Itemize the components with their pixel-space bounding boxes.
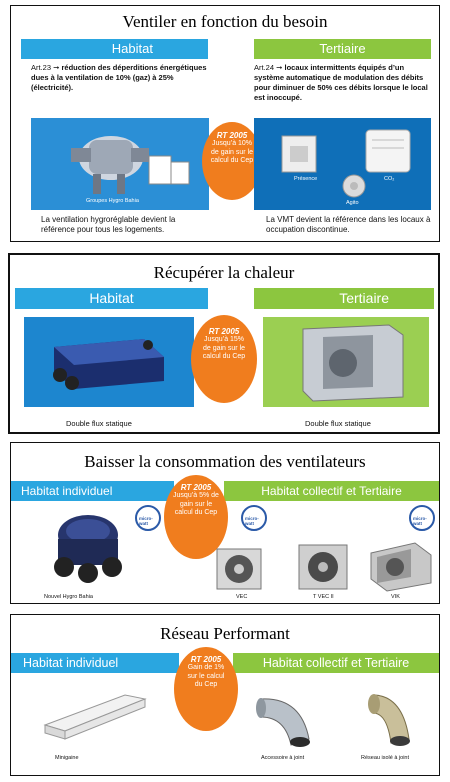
co2-label: CO₂ [384, 176, 395, 182]
badge-text: Gain de 1% sur le calcul du Cep [187, 664, 225, 688]
badge-title: RT 2005 [190, 655, 222, 664]
vik-fan-image [367, 537, 435, 595]
double-flux-tertiaire-image [263, 317, 429, 407]
art23-ref: Art.23 ➞ [31, 63, 60, 72]
collectif-tertiaire-band [233, 653, 439, 673]
habitat-band-label: Habitat [89, 290, 134, 306]
habitat-band-label: Habitat [111, 41, 153, 56]
habitat-individuel-band [11, 653, 179, 673]
panel-title: Réseau Performant [160, 624, 290, 643]
double-flux-habitat-illustration [24, 317, 194, 407]
tertiaire-band-label: Tertiaire [339, 290, 389, 306]
collectif-tertiaire-band [224, 481, 439, 501]
art24-text [254, 63, 434, 103]
double-flux-tertiaire-illustration [263, 317, 429, 407]
minigaine-image [41, 689, 151, 749]
panel-title: Ventiler en fonction du besoin [122, 12, 328, 31]
badge-title: RT 2005 [208, 327, 240, 336]
art24-ref: Art.24 ➞ [254, 63, 283, 72]
accessoire-label: Accessoire à joint [261, 755, 305, 761]
tvec-fan-image [293, 535, 357, 595]
badge-title: RT 2005 [180, 483, 212, 492]
tertiaire-band [254, 288, 434, 309]
badge-text: Jusqu’à 5% de gain sur le calcul du Cep [173, 492, 219, 516]
panel-title: Baisser la consommation des ventilateurs [84, 452, 366, 471]
collectif-tertiaire-label: Habitat collectif et Tertiaire [261, 484, 402, 498]
left-caption: La ventilation hygroréglable devient la référence pour tous les logements. [41, 215, 176, 234]
double-flux-habitat-image [24, 317, 194, 407]
panel-reseau [10, 614, 440, 776]
rt2005-badge [191, 315, 257, 403]
hygro-bahia-label: Groupes Hygro Bahia [86, 198, 139, 204]
left-caption: Double flux statique [66, 419, 132, 428]
rt2005-badge [174, 647, 238, 731]
art24-body: locaux intermittents équipés d’un système automatique de modulation des débits pour diminuer de 50% ces débits lorsque le local est inoccupé. [254, 63, 428, 102]
micro-watt-text: micro-watt [413, 516, 427, 526]
hygro-bahia-illustration [31, 118, 209, 210]
tertiaire-band-label: Tertiaire [319, 41, 366, 56]
hygro-bahia-image [31, 118, 209, 210]
panel-title: Récupérer la chaleur [153, 263, 295, 282]
habitat-individuel-band [11, 481, 174, 501]
collectif-tertiaire-label: Habitat collectif et Tertiaire [262, 656, 410, 670]
habitat-band [21, 39, 208, 59]
art23-body: réduction des déperditions énergétiques dues à la ventilation de 10% (gaz) à 25% (électricité). [31, 63, 207, 92]
panel-recuperer [8, 253, 440, 434]
micro-watt-text: micro-watt [245, 516, 259, 526]
agito-label: Agito [346, 200, 359, 206]
hygro-bahia-label: Nouvel Hygro Bahia [44, 594, 93, 600]
micro-watt-icon [241, 505, 267, 531]
panel-ventiler [10, 5, 440, 242]
vec-fan-image [211, 539, 271, 599]
rt2005-badge [202, 122, 262, 200]
minigaine-label: Minigaine [55, 755, 79, 761]
tvec-label: T VEC II [313, 594, 334, 600]
badge-text: Jusqu’à 10% de gain sur le calcul du Cep [210, 140, 254, 164]
sensors-illustration [254, 118, 431, 210]
elbow-accessory-image [251, 679, 327, 755]
panel-baisser [10, 442, 440, 604]
habitat-band [15, 288, 208, 309]
vik-label: VIK [391, 594, 400, 600]
right-caption: La VMT devient la référence dans les locaux à occupation discontinue. [266, 215, 431, 234]
insulated-duct-image [355, 679, 425, 755]
reseau-isole-label: Réseau isolé à joint [361, 755, 410, 761]
art23-text [31, 63, 211, 93]
micro-watt-icon [409, 505, 435, 531]
right-caption: Double flux statique [305, 419, 371, 428]
micro-watt-text: micro-watt [139, 516, 153, 526]
badge-text: Jusqu’à 15% de gain sur le calcul du Cep [202, 336, 246, 360]
habitat-individuel-label: Habitat individuel [21, 484, 113, 498]
tertiaire-band [254, 39, 431, 59]
sensors-image [254, 118, 431, 210]
hygro-bahia-fan-image [36, 505, 146, 593]
badge-title: RT 2005 [216, 131, 248, 140]
presence-label: Présence [294, 176, 318, 182]
vec-label: VEC [236, 594, 248, 600]
habitat-individuel-label: Habitat individuel [23, 656, 119, 670]
